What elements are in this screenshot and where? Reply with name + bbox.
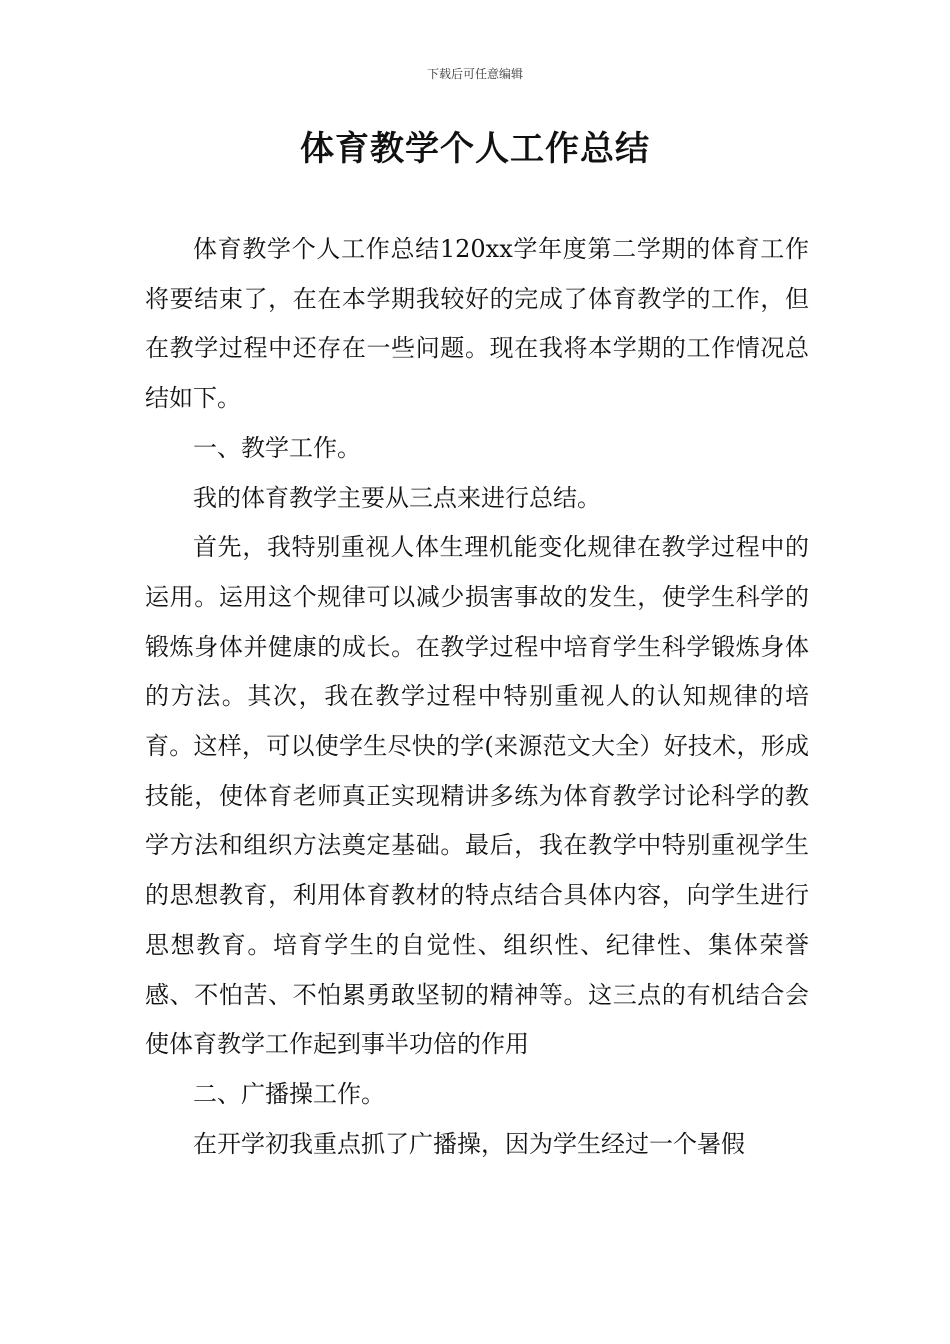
paragraph-summary-points: 我的体育教学主要从三点来进行总结。: [193, 483, 601, 512]
section-heading-teaching: 一、教学工作。: [193, 433, 361, 462]
page-title: 体育教学个人工作总结: [300, 129, 650, 169]
paragraph-intro: 体育教学个人工作总结120xx学年度第二学期的体育工作将要结束了，在在本学期我较好的完成了体育教学的工作，但在教学过程中还存在一些问题。现在我将本学期的工作情况总结如下。: [145, 235, 809, 413]
paragraph-teaching-details: 首先，我特别重视人体生理机能变化规律在教学过程中的运用。运用这个规律可以减少损害事故的发生，使学生科学的锻炼身体并健康的成长。在教学过程中培育学生科学锻炼身体的方法。其次，我在教学过程中特别重视人的认知规律的培育。这样，可以使学生尽快的学(来源范文大全）好技术，形成技能，使体育老师真正实现精讲多练为体育教学讨论科学的教学方法和组织方法奠定基础。最后，我在教学中特别重视学生的思想教育，利用体育教材的特点结合具体内容，向学生进行思想教育。培育学生的自觉性、组织性、纪律性、集体荣誉感、不怕苦、不怕累勇敢坚韧的精神等。这三点的有机结合会使体育教学工作起到事半功倍的作用: [145, 533, 809, 1059]
paragraph-broadcast-exercise: 在开学初我重点抓了广播操，因为学生经过一个暑假: [193, 1129, 745, 1158]
header-note: 下载后可任意编辑: [426, 67, 523, 81]
body-text: [145, 225, 809, 1169]
section-heading-broadcast-exercise: 二、广播操工作。: [193, 1079, 385, 1108]
